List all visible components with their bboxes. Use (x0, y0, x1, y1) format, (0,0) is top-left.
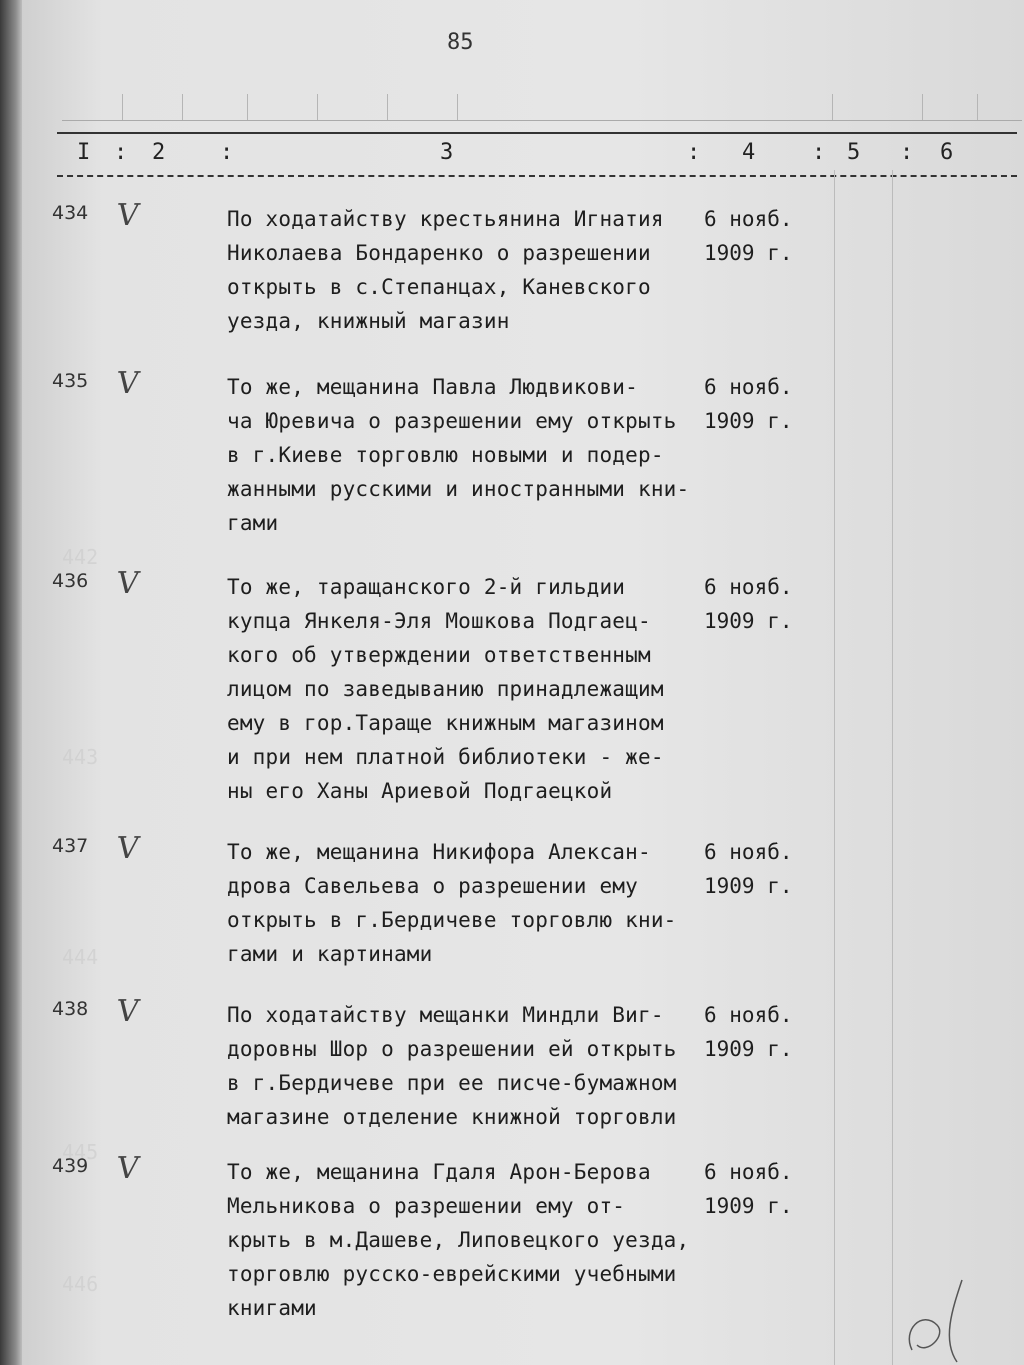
entry-text: То же, таращанского 2-й гильдии купца Янкеля-Эля Мошкова Подгаец- кого об утверждении ответственным лицом по заведыванию принадлежащим ему в гор.Тараще книжным магазином и при нем платной библиотеки - же- ны его Ханы Ариевой Подгаецкой (227, 575, 664, 803)
col-header-sep: : (812, 140, 826, 165)
entry-text: По ходатайству мещанки Миндли Виг- доровны Шор о разрешении ей открыть в г.Бердичеве при ее писче-бумажном магазине отделение книжной торговли (227, 1003, 677, 1129)
col-header-3: 3 (440, 140, 454, 165)
col-header-sep: : (220, 140, 234, 165)
bleed-through-text: 446 (62, 1272, 99, 1296)
bleed-through-text: 445 (62, 1140, 99, 1164)
col-header-1: I (77, 140, 91, 165)
column-divider (892, 170, 893, 1365)
col-header-sep: : (687, 140, 701, 165)
col-header-sep: : (900, 140, 914, 165)
entry-text: То же, мещанина Никифора Алексан- дрова Савельева о разрешении ему открыть в г.Бердичеве торговлю кни- гами и картинами (227, 840, 677, 966)
check-mark-icon: V (114, 566, 142, 601)
entry-date: 6 нояб. 1909 г. (704, 375, 793, 433)
page-number: 85 (447, 30, 474, 55)
check-mark-icon: V (114, 994, 142, 1029)
check-mark-icon: V (114, 366, 142, 401)
entry-number: 434 (52, 202, 89, 224)
entry-date: 6 нояб. 1909 г. (704, 207, 793, 265)
binding-spine (0, 0, 22, 1365)
entry-number: 439 (52, 1155, 89, 1177)
entry-number: 437 (52, 835, 89, 857)
entry-number: 436 (52, 570, 89, 592)
pencil-scribble-icon (882, 1270, 1002, 1365)
header-bottom-rule (57, 175, 1017, 177)
document-page (22, 0, 1024, 1365)
entry-text: То же, мещанина Гдаля Арон-Берова Мельникова о разрешении ему от- крыть в м.Дашеве, Липовецкого уезда, торговлю русско-еврейскими учебными книгами (227, 1160, 690, 1320)
bleed-through-text: 443 (62, 745, 99, 769)
header-top-rule (57, 132, 1017, 134)
entry-date: 6 нояб. 1909 г. (704, 1003, 793, 1061)
entry-date: 6 нояб. 1909 г. (704, 840, 793, 898)
bleed-through-text: 442 (62, 545, 99, 569)
entry-number: 438 (52, 998, 89, 1020)
entry-number: 435 (52, 370, 89, 392)
col-header-2: 2 (152, 140, 166, 165)
entry-text: По ходатайству крестьянина Игнатия Николаева Бондаренко о разрешении открыть в с.Степанцах, Каневского уезда, книжный магазин (227, 207, 664, 333)
column-divider (834, 170, 835, 1365)
col-header-4: 4 (742, 140, 756, 165)
check-mark-icon: V (114, 198, 142, 233)
entry-text: То же, мещанина Павла Людвикови- ча Юревича о разрешении ему открыть в г.Киеве торговлю новыми и подер- жанными русскими и иностранными кни- гами (227, 375, 690, 535)
col-header-6: 6 (940, 140, 954, 165)
bleed-through-text: 444 (62, 945, 99, 969)
entry-date: 6 нояб. 1909 г. (704, 1160, 793, 1218)
faint-table-header (62, 80, 1022, 121)
entry-date: 6 нояб. 1909 г. (704, 575, 793, 633)
col-header-sep: : (114, 140, 128, 165)
check-mark-icon: V (114, 1151, 142, 1186)
col-header-5: 5 (847, 140, 861, 165)
check-mark-icon: V (114, 831, 142, 866)
